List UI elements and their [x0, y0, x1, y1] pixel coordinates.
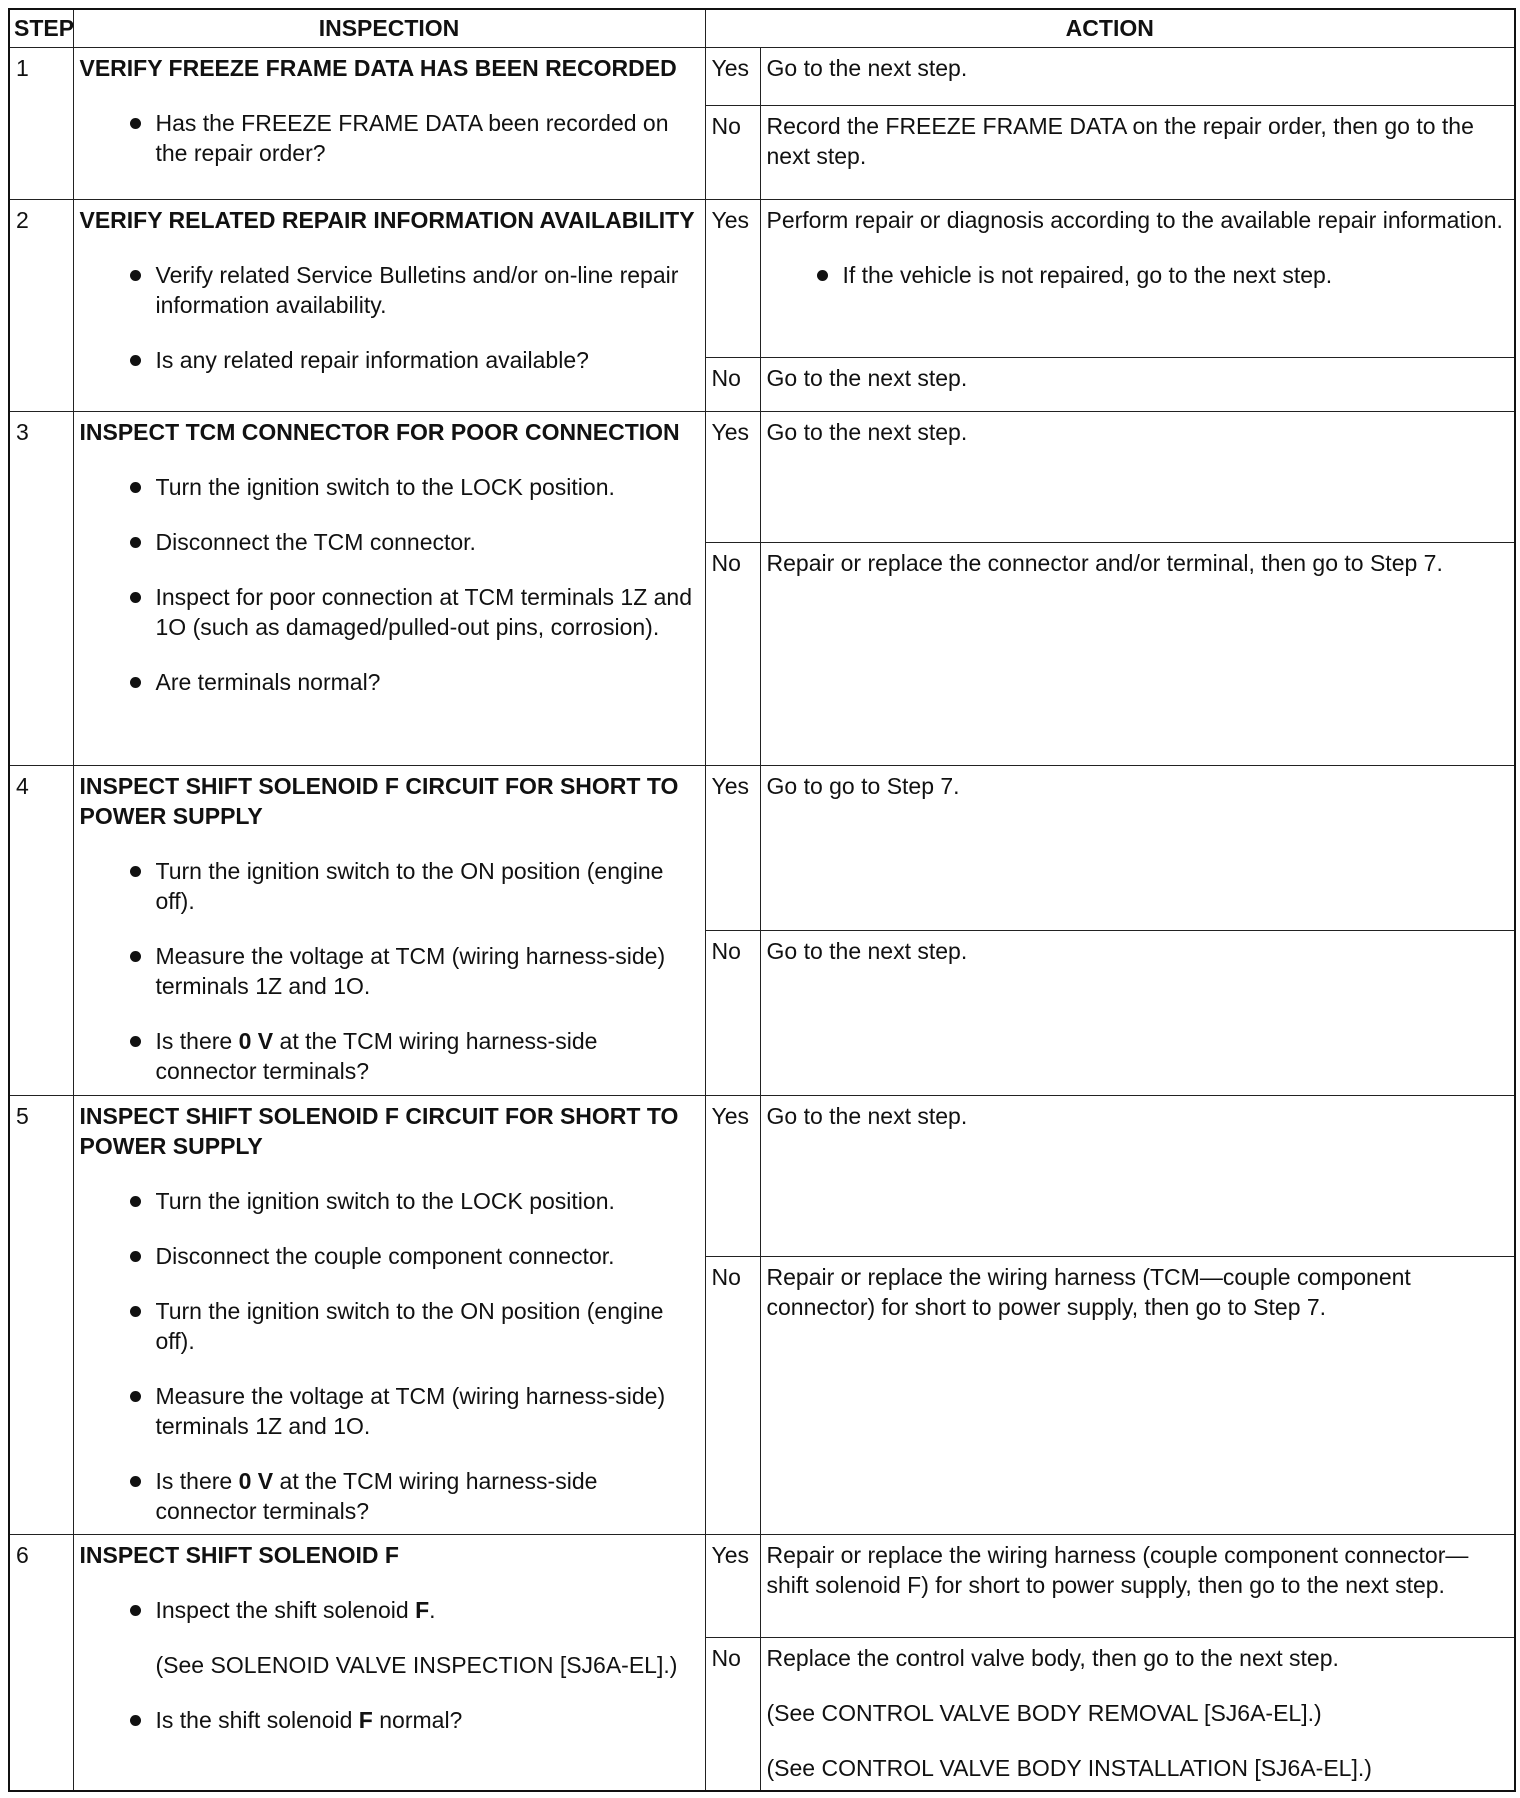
- no-action: Replace the control valve body, then go to the next step.: [766, 1645, 1339, 1672]
- no-action: Go to the next step.: [760, 930, 1515, 1095]
- no-action-cell: [760, 1638, 1515, 1791]
- question-text: Is the shift solenoid: [155, 1706, 359, 1733]
- bullet-text: Inspect the shift solenoid: [155, 1596, 416, 1623]
- inspection-cell: [73, 1534, 705, 1791]
- yes-label: Yes: [705, 1095, 760, 1256]
- header-action: ACTION: [705, 9, 1515, 47]
- inspection-title: INSPECT SHIFT SOLENOID F CIRCUIT FOR SHORT TO POWER SUPPLY: [79, 1102, 679, 1159]
- bullet-text: .: [429, 1596, 436, 1623]
- no-label: No: [705, 542, 760, 766]
- table-row: [9, 412, 1515, 542]
- step-number: 4: [9, 766, 73, 1096]
- question-value: 0 V: [238, 1467, 274, 1494]
- reference-note: (See SOLENOID VALVE INSPECTION [SJ6A-EL].): [155, 1651, 678, 1678]
- yes-action: Go to go to Step 7.: [760, 766, 1515, 930]
- inspection-bullet: Disconnect the TCM connector.: [80, 527, 699, 557]
- diagnostic-procedure-table: [8, 8, 1516, 1792]
- step-number: 5: [9, 1095, 73, 1534]
- inspection-bullet: Has the FREEZE FRAME DATA been recorded on the repair order?: [80, 108, 699, 168]
- bullet-list: [80, 1595, 699, 1625]
- table-row: [9, 1095, 1515, 1256]
- yes-label: Yes: [705, 199, 760, 357]
- inspection-bullet: Turn the ignition switch to the ON position (engine off).: [80, 856, 699, 916]
- inspection-bullet: Are terminals normal?: [80, 667, 699, 697]
- inspection-bullet: Is any related repair information available?: [80, 345, 699, 375]
- inspection-cell: [73, 47, 705, 199]
- header-step: STEP: [9, 9, 73, 47]
- inspection-title: VERIFY FREEZE FRAME DATA HAS BEEN RECORDED: [79, 54, 677, 81]
- bullet-value: F: [415, 1596, 430, 1623]
- yes-action: Go to the next step.: [760, 47, 1515, 105]
- question-value: 0 V: [238, 1028, 274, 1055]
- no-label: No: [705, 1257, 760, 1535]
- inspection-title: INSPECT SHIFT SOLENOID F CIRCUIT FOR SHORT TO POWER SUPPLY: [79, 773, 679, 830]
- question-text: at the TCM wiring harness-side connector terminals?: [155, 1467, 598, 1524]
- table-row: [9, 1534, 1515, 1637]
- inspection-cell: [73, 766, 705, 1096]
- question-text: Is there: [155, 1467, 239, 1494]
- no-label: No: [705, 1638, 760, 1791]
- step-number: 2: [9, 199, 73, 411]
- inspection-bullet: [80, 1595, 699, 1625]
- inspection-cell: [73, 1095, 705, 1534]
- yes-label: Yes: [705, 47, 760, 105]
- question-text: normal?: [372, 1706, 463, 1733]
- step-number: 3: [9, 412, 73, 766]
- inspection-bullet: Turn the ignition switch to the LOCK position.: [80, 472, 699, 502]
- bullet-list: [80, 1705, 699, 1735]
- no-label: No: [705, 930, 760, 1095]
- reference-note: (See CONTROL VALVE BODY REMOVAL [SJ6A-EL].): [766, 1700, 1322, 1727]
- yes-action: Repair or replace the wiring harness (couple component connector—shift solenoid F) for short to power supply, then go to the next step.: [760, 1534, 1515, 1637]
- inspection-bullet: Disconnect the couple component connector.: [80, 1241, 699, 1271]
- inspection-bullet: Inspect for poor connection at TCM terminals 1Z and 1O (such as damaged/pulled-out pins, corrosion).: [80, 582, 699, 642]
- question-text: Is there: [155, 1028, 239, 1055]
- inspection-bullet: Measure the voltage at TCM (wiring harness-side) terminals 1Z and 1O.: [80, 1381, 699, 1441]
- table-row: [9, 766, 1515, 930]
- table-row: [9, 199, 1515, 357]
- reference-note: (See CONTROL VALVE BODY INSTALLATION [SJ6A-EL].): [766, 1755, 1372, 1782]
- yes-action: Go to the next step.: [760, 1095, 1515, 1256]
- inspection-question: [80, 1466, 699, 1526]
- inspection-cell: [73, 199, 705, 411]
- yes-action: Go to the next step.: [760, 412, 1515, 542]
- bullet-list: [80, 1186, 699, 1526]
- header-inspection: INSPECTION: [73, 9, 705, 47]
- step-number: 6: [9, 1534, 73, 1791]
- inspection-bullet: Measure the voltage at TCM (wiring harness-side) terminals 1Z and 1O.: [80, 941, 699, 1001]
- no-label: No: [705, 105, 760, 199]
- action-bullet: If the vehicle is not repaired, go to the next step.: [767, 260, 1509, 290]
- inspection-bullet: Turn the ignition switch to the LOCK position.: [80, 1186, 699, 1216]
- inspection-title: INSPECT SHIFT SOLENOID F: [79, 1541, 399, 1568]
- inspection-title: VERIFY RELATED REPAIR INFORMATION AVAILABILITY: [79, 206, 695, 233]
- bullet-list: [80, 260, 699, 375]
- bullet-list: [80, 472, 699, 697]
- table-header-row: [9, 9, 1515, 47]
- action-bullet-list: [767, 260, 1509, 290]
- step-number: 1: [9, 47, 73, 199]
- inspection-question: [80, 1026, 699, 1086]
- inspection-bullet: Turn the ignition switch to the ON position (engine off).: [80, 1296, 699, 1356]
- yes-label: Yes: [705, 1534, 760, 1637]
- yes-label: Yes: [705, 766, 760, 930]
- inspection-cell: [73, 412, 705, 766]
- no-label: No: [705, 358, 760, 412]
- inspection-title: INSPECT TCM CONNECTOR FOR POOR CONNECTION: [79, 419, 680, 446]
- inspection-bullet: Verify related Service Bulletins and/or on-line repair information availability.: [80, 260, 699, 320]
- no-action: Repair or replace the wiring harness (TCM—couple component connector) for short to power supply, then go to Step 7.: [760, 1257, 1515, 1535]
- yes-action-cell: [760, 199, 1515, 357]
- bullet-list: [80, 108, 699, 168]
- no-action: Repair or replace the connector and/or terminal, then go to Step 7.: [760, 542, 1515, 766]
- no-action: Go to the next step.: [760, 358, 1515, 412]
- question-value: F: [358, 1706, 373, 1733]
- yes-label: Yes: [705, 412, 760, 542]
- table-row: [9, 47, 1515, 105]
- question-text: at the TCM wiring harness-side connector terminals?: [155, 1028, 598, 1085]
- yes-action: Perform repair or diagnosis according to the available repair information.: [766, 206, 1503, 233]
- bullet-list: [80, 856, 699, 1086]
- no-action: Record the FREEZE FRAME DATA on the repair order, then go to the next step.: [760, 105, 1515, 199]
- inspection-question: [80, 1705, 699, 1735]
